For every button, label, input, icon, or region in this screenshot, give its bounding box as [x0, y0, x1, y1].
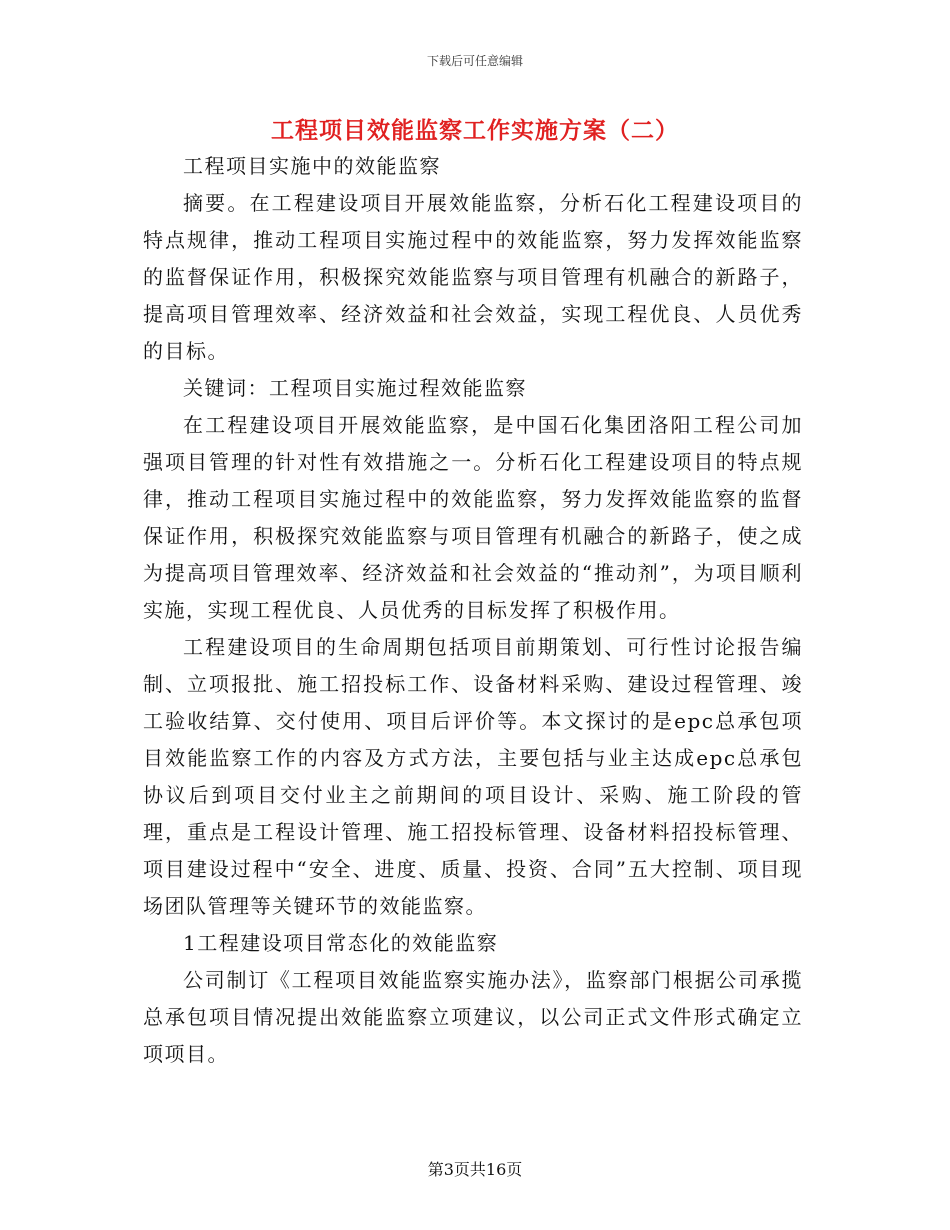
abstract-paragraph: 摘要。在工程建设项目开展效能监察，分析石化工程建设项目的特点规律，推动工程项目实施过程中的效能监察，努力发挥效能监察的监督保证作用，积极探究效能监察与项目管理有机融合的新路子，提高项目管理效率、经济效益和社会效益，实现工程优良、人员优秀的目标。	[143, 191, 803, 363]
header-note: 下载后可任意编辑	[426, 54, 523, 68]
body-paragraph: 工程建设项目的生命周期包括项目前期策划、可行性讨论报告编制、立项报批、施工招投标工作、设备材料采购、建设过程管理、竣工验收结算、交付使用、项目后评价等。本文探讨的是epc总承包项目效能监察工作的内容及方式方法，主要包括与业主达成epc总承包协议后到项目交付业主之前期间的项目设计、采购、施工阶段的管理，重点是工程设计管理、施工招投标管理、设备材料招投标管理、项目建设过程中“安全、进度、质量、投资、合同”五大控制、项目现场团队管理等关键环节的效能监察。	[143, 635, 803, 918]
section-heading: 1工程建设项目常态化的效能监察	[183, 931, 499, 955]
body-paragraph: 在工程建设项目开展效能监察，是中国石化集团洛阳工程公司加强项目管理的针对性有效措施之一。分析石化工程建设项目的特点规律，推动工程项目实施过程中的效能监察，努力发挥效能监察的监督保证作用，积极探究效能监察与项目管理有机融合的新路子，使之成为提高项目管理效率、经济效益和社会效益的“推动剂”，为项目顺利实施，实现工程优良、人员优秀的目标发挥了积极作用。	[143, 413, 803, 622]
page-number: 第3页共16页	[427, 1160, 523, 1179]
section-heading: 工程项目实施中的效能监察	[183, 154, 441, 178]
body-paragraph: 公司制订《工程项目效能监察实施办法》，监察部门根据公司承揽总承包项目情况提出效能监察立项建议，以公司正式文件形式确定立项项目。	[143, 968, 803, 1066]
keywords-paragraph: 关键词：工程项目实施过程效能监察	[183, 376, 527, 400]
document-body	[143, 148, 803, 1073]
document-title: 工程项目效能监察工作实施方案（二）	[271, 117, 679, 144]
